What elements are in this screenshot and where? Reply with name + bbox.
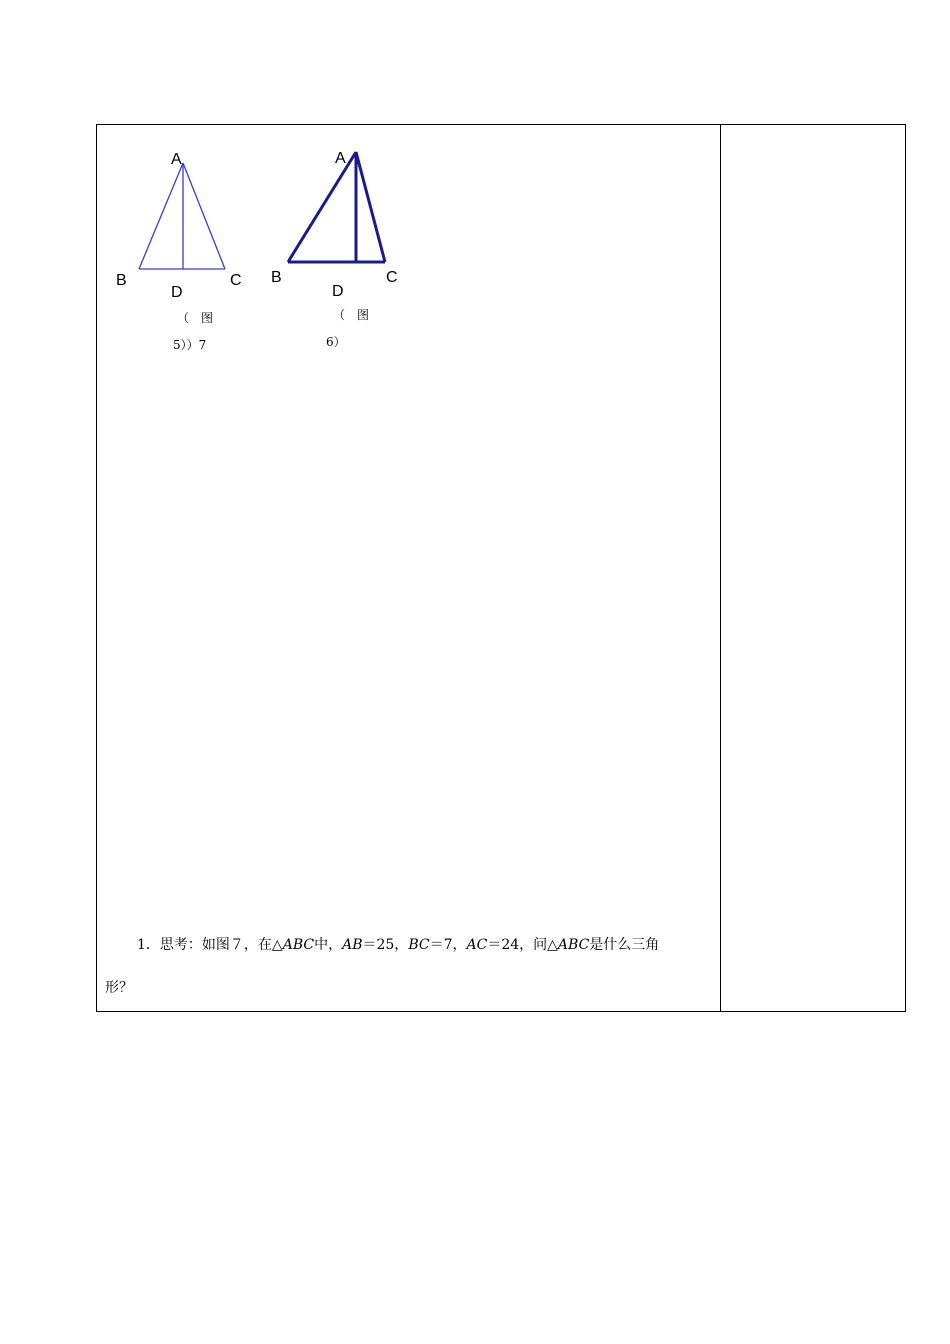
question-line-1 [137,933,659,957]
main-cell [97,125,720,1011]
fig5-label-a: A [171,151,182,168]
question-text-mid: 中， [314,937,343,953]
worksheet-table [96,124,906,1012]
notes-cell [721,125,905,1011]
question-suffix: 是什么三角 [589,937,660,953]
side-ac: AC [466,937,488,953]
fig6-label-d: D [332,283,344,300]
fig6-caption-line2: 6） [326,335,346,349]
question-number: 1． [137,937,160,953]
triangle-name-1: ABC [282,937,315,953]
value-ab: ＝25， [362,937,409,953]
fig5-label-b: B [116,272,127,289]
question-prefix: 思考：如图７，在△ [159,937,283,953]
side-ab: AB [342,937,363,953]
side-bc: BC [408,937,430,953]
triangle-name-2: ABC [557,937,590,953]
figure-6-triangle [287,151,387,265]
fig5-caption-line2: 5））7 [173,338,207,352]
fig6-label-b: B [271,269,282,286]
fig5-label-c: C [230,272,242,289]
fig6-label-c: C [386,269,398,286]
question-line-2: 形？ [105,980,133,996]
value-ac: ＝24，问△ [487,937,558,953]
fig6-caption-line1: （ 图 [333,308,370,322]
fig5-caption-line1: （ 图 [177,311,214,325]
fig6-label-a: A [335,150,346,167]
fig5-label-d: D [171,284,183,301]
value-bc: ＝7， [429,937,467,953]
figure-5-triangle [139,161,229,273]
